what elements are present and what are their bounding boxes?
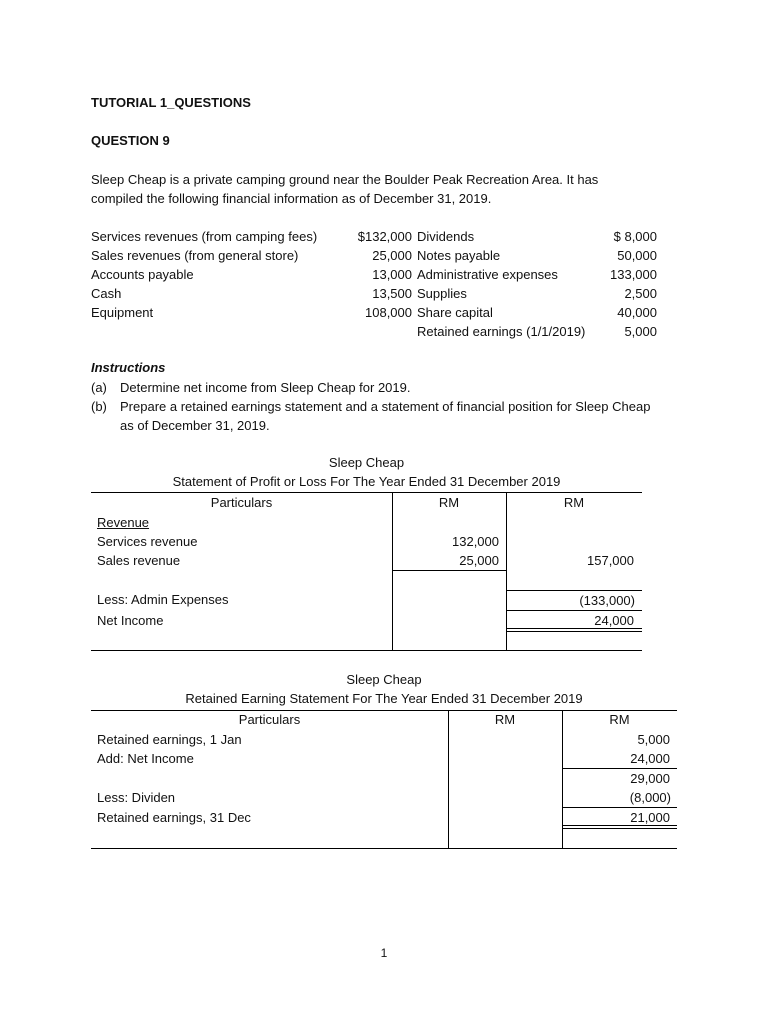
fin-left-value: 108,000: [365, 305, 412, 320]
fin-left-label: Cash: [91, 286, 122, 301]
net-income-value: 24,000: [630, 751, 670, 766]
financial-info-table: [91, 227, 657, 341]
fin-left-label: Sales revenues (from general store): [91, 248, 299, 263]
fin-right-value: 5,000: [624, 324, 657, 339]
fin-left-label: Accounts payable: [91, 267, 194, 282]
statement2-title: Retained Earning Statement For The Year Ended 31 December 2019: [185, 691, 583, 706]
fin-right-value: 50,000: [617, 248, 657, 263]
header-rm: RM: [494, 712, 516, 727]
fin-left-value: 13,000: [372, 267, 412, 282]
sales-revenue-value: 25,000: [459, 553, 499, 568]
table-row: [91, 303, 657, 322]
services-revenue-value: 132,000: [452, 534, 499, 549]
opening-balance-value: 5,000: [637, 732, 670, 747]
sales-revenue-label: Sales revenue: [97, 553, 181, 568]
statement1-company: Sleep Cheap: [328, 455, 405, 470]
table-row: [91, 284, 657, 303]
fin-left-label: Equipment: [91, 305, 154, 320]
list-item: [91, 397, 651, 435]
instruction-text: Prepare a retained earnings statement and a statement of financial position for Sleep Cheap as of December 31, 2019.: [120, 399, 651, 433]
column-divider: [448, 710, 449, 848]
net-income-label: Net Income: [97, 613, 164, 628]
fin-left-value: 13,500: [372, 286, 412, 301]
page-number: 1: [380, 946, 388, 960]
dividends-label: Less: Dividen: [97, 790, 176, 805]
table-row: [91, 265, 657, 284]
admin-expenses-label: Less: Admin Expenses: [97, 592, 229, 607]
header-rm: RM: [563, 495, 585, 510]
subtotal-value: 29,000: [630, 771, 670, 786]
header-rm: RM: [438, 495, 460, 510]
fin-right-label: Notes payable: [417, 248, 501, 263]
double-underline: [506, 631, 642, 632]
total-revenue-value: 157,000: [587, 553, 634, 568]
fin-right-value: 2,500: [624, 286, 657, 301]
fin-left-value-empty: [336, 322, 417, 341]
fin-left-value: $132,000: [357, 229, 412, 244]
net-income-value: 24,000: [594, 613, 634, 628]
column-divider: [392, 492, 393, 650]
fin-right-label: Retained earnings (1/1/2019): [417, 324, 586, 339]
list-item: [91, 378, 651, 397]
opening-balance-label: Retained earnings, 1 Jan: [97, 732, 242, 747]
fin-left-value: 25,000: [372, 248, 412, 263]
instructions-list: [91, 378, 651, 435]
header-particulars: Particulars: [238, 712, 301, 727]
instruction-label: (a): [91, 380, 107, 395]
fin-right-label: Dividends: [417, 229, 475, 244]
table-bottom-border: [91, 650, 642, 651]
fin-right-value: 40,000: [617, 305, 657, 320]
subtotal-line: [392, 570, 506, 571]
statement2-company: Sleep Cheap: [346, 672, 422, 687]
fin-left-label: Services revenues (from camping fees): [91, 229, 318, 244]
page-title: TUTORIAL 1_QUESTIONS: [91, 95, 251, 110]
fin-right-value: $ 8,000: [613, 229, 657, 244]
double-underline: [562, 828, 677, 829]
fin-right-label: Administrative expenses: [417, 267, 558, 282]
header-rm: RM: [609, 712, 630, 727]
header-particulars: Particulars: [210, 495, 273, 510]
question-number: QUESTION 9: [91, 133, 170, 148]
double-underline: [506, 628, 642, 629]
closing-balance-label: Retained earnings, 31 Dec: [97, 810, 251, 825]
table-row: [91, 246, 657, 265]
table-row: [91, 227, 657, 246]
instruction-label: (b): [91, 399, 107, 414]
fin-left-label-empty: [91, 322, 336, 341]
double-underline: [562, 825, 677, 826]
net-income-label: Add: Net Income: [97, 751, 194, 766]
fin-right-label: Supplies: [417, 286, 467, 301]
closing-balance-value: 21,000: [630, 810, 670, 825]
instructions-heading: Instructions: [91, 360, 166, 375]
dividends-value: (8,000): [629, 790, 671, 805]
admin-expenses-value: (133,000): [579, 593, 635, 608]
question-intro: Sleep Cheap is a private camping ground near the Boulder Peak Recreation Area. It has compiled the following financial information as of December 31, 2019.: [91, 172, 599, 206]
table-row: [91, 322, 657, 341]
revenue-heading: Revenue: [97, 515, 150, 530]
statement1-title: Statement of Profit or Loss For The Year Ended 31 December 2019: [172, 474, 561, 489]
fin-right-label: Share capital: [417, 305, 493, 320]
services-revenue-label: Services revenue: [97, 534, 198, 549]
instruction-text: Determine net income from Sleep Cheap for 2019.: [120, 380, 411, 395]
fin-right-value: 133,000: [610, 267, 657, 282]
table-bottom-border: [91, 848, 677, 849]
